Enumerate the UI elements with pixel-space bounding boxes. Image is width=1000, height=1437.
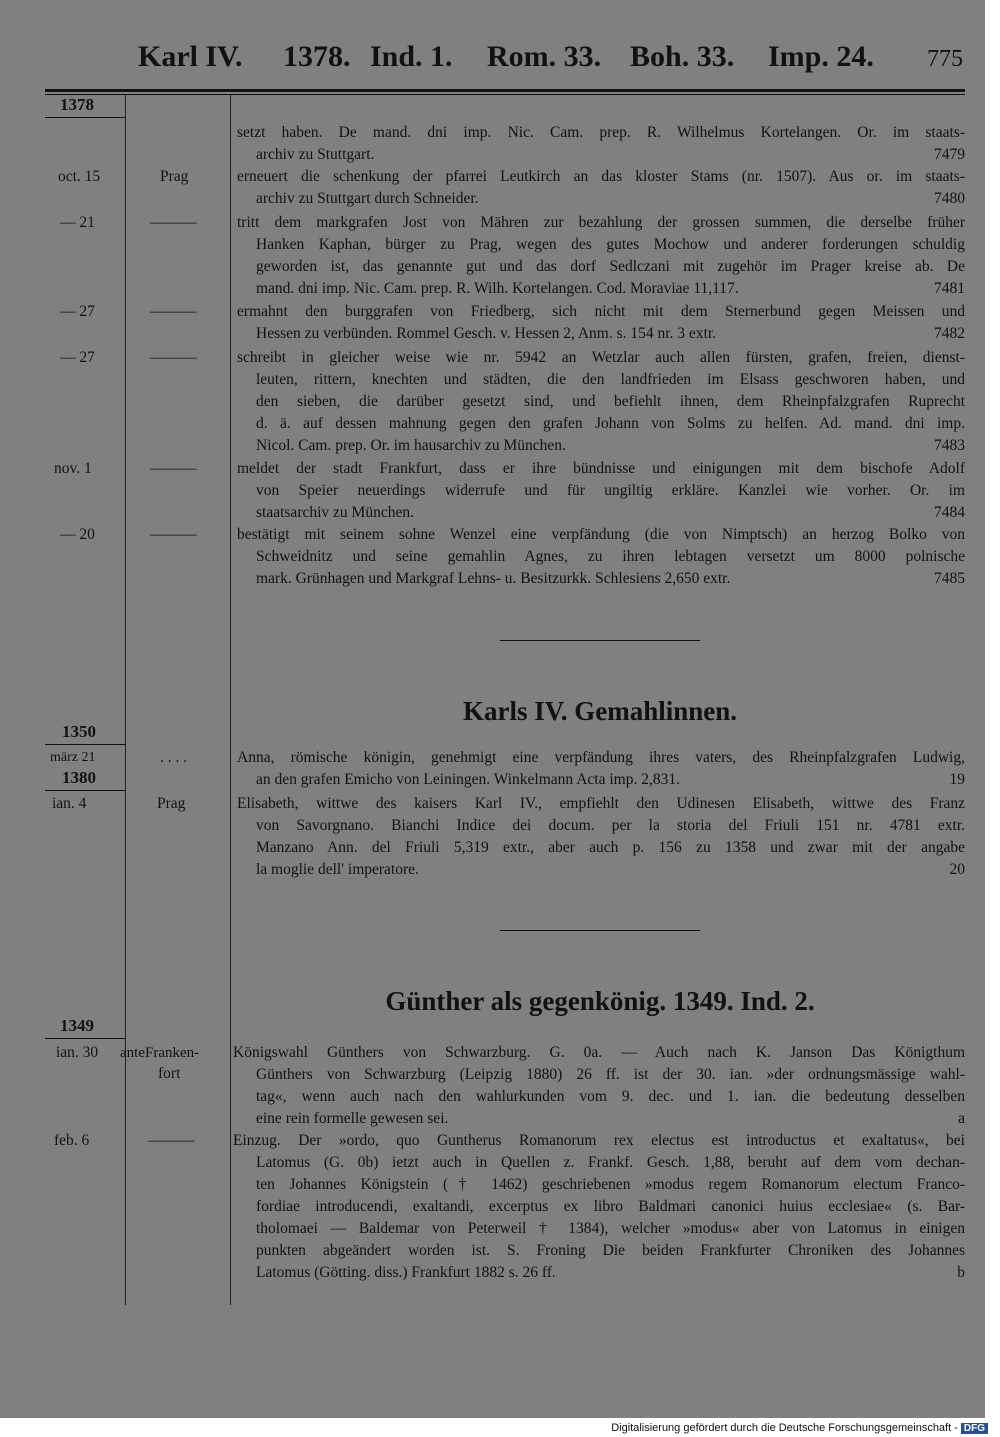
regest-number: 7481 <box>934 280 965 297</box>
regest-number: b <box>957 1264 965 1281</box>
head-rom: Rom. 33. <box>487 40 602 73</box>
entry-place-cont: fort <box>158 1065 181 1082</box>
entry-line: staatsarchiv zu München. <box>256 504 414 521</box>
year-underline <box>45 1038 125 1039</box>
entry-line: meldet der stadt Frankfurt, dass er ihre bündnisse und einigungen mit dem bischofe Adolf <box>237 460 965 477</box>
entry-line: d. ä. auf dessen mahnung gegen den grafen Johann von Solms zu helfen. Ad. mand. dni imp. <box>256 415 965 432</box>
header-rule <box>45 89 965 92</box>
head-boh: Boh. 33. <box>630 40 735 73</box>
year-label-1349: 1349 <box>60 1016 94 1035</box>
entry-place: ——— <box>150 526 197 543</box>
entry-line: mark. Grünhagen und Markgraf Lehns- u. Besitzurkk. Schlesiens 2,650 extr. <box>256 570 731 587</box>
entry-line: Latomus (Götting. diss.) Frankfurt 1882 s. 26 ff. <box>256 1264 556 1281</box>
entry-line: fordiae introducendi, exaltandi, excerptus ex libro Baldmari canonici huius ecclesiae« (s. Bar- <box>256 1198 965 1215</box>
regest-number: a <box>958 1110 965 1127</box>
entry-line: Elisabeth, wittwe des kaisers Karl IV., empfiehlt den Udinesen Elisabeth, wittwe des Franz <box>237 795 965 812</box>
footer-credit <box>611 1422 988 1434</box>
dfg-logo: DFG <box>961 1423 988 1434</box>
regest-number: 7483 <box>934 437 965 454</box>
entry-date: — 20 <box>60 526 95 543</box>
entry-line: la moglie dell' imperatore. <box>256 861 419 878</box>
entry-line: ermahnt den burggrafen von Friedberg, sich nicht mit dem Sternerbund gegen Meissen und <box>237 303 965 320</box>
year-label-1350: 1350 <box>62 722 96 741</box>
section-title-gemahlinnen: Karls IV. Gemahlinnen. <box>462 696 738 726</box>
entry-place: Prag <box>157 795 186 812</box>
entry-line: mand. dni imp. Nic. Cam. prep. R. Wilh. Kortelangen. Cod. Moraviae 11,117. <box>256 280 739 297</box>
entry-line: leuten, rittern, knechten und städten, die den landfrieden im Elsass geschworen haben, und <box>256 371 965 388</box>
entry-date: oct. 15 <box>58 168 101 185</box>
head-king: Karl IV. <box>138 40 243 73</box>
entry-line: Nicol. Cam. prep. Or. im hausarchiv zu München. <box>256 437 566 454</box>
footer-text: Digitalisierung gefördert durch die Deutsche Forschungsgemeinschaft - <box>611 1422 958 1434</box>
entry-line: bestätigt mit seinem sohne Wenzel eine verpfändung (die von Nimptsch) an herzog Bolko von <box>237 526 965 543</box>
entry-line: den sieben, die darüber gesetzt sind, und befiehlt ihnen, dem Rheinpfalzgrafen Ruprecht <box>256 393 965 410</box>
entry-line: Günthers von Schwarzburg (Leipzig 1880) 26 ff. ist der 30. ian. »der ordnungsmässige wahl- <box>256 1066 965 1083</box>
entry-line: archiv zu Stuttgart durch Schneider. <box>256 190 479 207</box>
entry-line: Hanken Kaphan, bürger zu Prag, wegen des gutes Mochow und anderer forderungen schuldig <box>256 236 965 253</box>
section-title-guenther: Günther als gegenkönig. 1349. Ind. 2. <box>385 986 815 1016</box>
entry-date: — 21 <box>60 214 95 231</box>
entry-line: Schweidnitz und seine gemahlin Agnes, zu ihren lebtagen versetzt um 8000 polnische <box>256 548 965 565</box>
year-label-1378: 1378 <box>60 95 94 114</box>
regest-number: 7480 <box>934 190 965 207</box>
head-imp: Imp. 24. <box>768 40 874 73</box>
section-separator <box>500 640 700 641</box>
column-divider-date <box>125 95 126 1305</box>
entry-line: tholomaei — Baldemar von Peterweil † 1384), welcher »modus« aber von Latomus in einigen <box>256 1220 965 1237</box>
entry-place: ——— <box>148 1132 195 1149</box>
entry-place: anteFranken- <box>120 1045 200 1061</box>
entry-line: von Speier neuerdings widerrufe und für ungiltig erkläre. Kanzlei wie vorher. Or. im <box>256 482 965 499</box>
regest-number: 20 <box>949 861 965 878</box>
entry-place: ——— <box>150 460 197 477</box>
entry-line: Latomus (G. 0b) ietzt auch in Quellen z. Frankf. Gesch. 1,88, beruht auf dem vom dechan- <box>256 1154 965 1171</box>
head-ind: Ind. 1. <box>370 40 453 73</box>
regest-number: 7485 <box>934 570 965 587</box>
entry-date: märz 21 <box>50 750 96 765</box>
entry-line: Manzano Ann. del Friuli 5,319 extr., aber auch p. 156 zu 1358 und zwar mit der angabe <box>256 839 965 856</box>
entry-date: ian. 30 <box>56 1044 99 1061</box>
entry-date: — 27 <box>60 349 95 366</box>
entry-line: Anna, römische königin, genehmigt eine verpfändung ihres vaters, des Rheinpfalzgrafen Ludwig, <box>237 749 965 766</box>
year-underline <box>45 790 125 791</box>
entry-date: ian. 4 <box>52 795 87 812</box>
entry-line: von Savorgnano. Bianchi Indice dei docum. per la storia del Friuli 151 nr. 4781 extr. <box>256 817 965 834</box>
entry-place: ——— <box>150 303 197 320</box>
entry-line: Königswahl Günthers von Schwarzburg. G. 0a. — Auch nach K. Janson Das Königthum <box>233 1044 965 1061</box>
entry-place: ——— <box>150 349 197 366</box>
year-underline <box>45 744 125 745</box>
year-label-1380: 1380 <box>62 768 96 787</box>
year-underline <box>45 117 125 118</box>
entry-date: nov. 1 <box>54 460 92 477</box>
page-number: 775 <box>927 46 963 72</box>
entry-line: an den grafen Emicho von Leiningen. Winkelmann Acta imp. 2,831. <box>256 771 680 788</box>
regest-number: 19 <box>949 771 965 788</box>
entry-line: erneuert die schenkung der pfarrei Leutkirch an das kloster Stams (nr. 1507). Aus or. im staats- <box>237 168 965 185</box>
entry-line: Einzug. Der »ordo, quo Guntherus Romanorum rex electus est introductus et exaltatus«, bei <box>233 1132 965 1149</box>
entry-line: Hessen zu verbünden. Rommel Gesch. v. Hessen 2, Anm. s. 154 nr. 3 extr. <box>256 325 717 342</box>
entry-line: ten Johannes Königstein († 1462) geschriebenen »modus regem Romanorum electum Franco- <box>256 1176 965 1193</box>
running-head <box>40 40 970 80</box>
entry-place: ——— <box>150 214 197 231</box>
regest-number: 7482 <box>934 325 965 342</box>
regest-number: 7479 <box>934 146 965 163</box>
entry-date: feb. 6 <box>54 1132 90 1149</box>
entry-line: setzt haben. De mand. dni imp. Nic. Cam. prep. R. Wilhelmus Kortelangen. Or. im staats- <box>237 124 965 141</box>
entry-date: — 27 <box>60 303 95 320</box>
entry-line: tag«, wenn auch nach den wahlurkunden vom 9. dec. und 1. ian. die bedeutung desselben <box>256 1088 965 1105</box>
entry-line: tritt dem markgrafen Jost von Mähren zur bezahlung der grossen summen, die derselbe früher <box>237 214 965 231</box>
entry-line: geworden ist, das genannte gut und das dorf Sedlczani mit zugehör im Prager kreise ab. De <box>256 258 965 275</box>
column-divider-place <box>230 95 231 1305</box>
entry-line: eine rein formelle gewesen sei. <box>256 1110 449 1127</box>
section-separator <box>500 930 700 931</box>
entry-line: schreibt in gleicher weise wie nr. 5942 an Wetzlar auch allen fürsten, grafen, freien, dienst- <box>237 349 965 366</box>
entry-place: . . . . <box>160 749 188 766</box>
entry-line: archiv zu Stuttgart. <box>256 146 375 163</box>
regest-number: 7484 <box>934 504 965 521</box>
entry-line: punkten abgeändert worden ist. S. Froning Die beiden Frankfurter Chroniken des Johannes <box>256 1242 965 1259</box>
head-year: 1378. <box>283 40 351 73</box>
entry-place: Prag <box>160 168 189 185</box>
header-rule-thin <box>45 94 965 95</box>
